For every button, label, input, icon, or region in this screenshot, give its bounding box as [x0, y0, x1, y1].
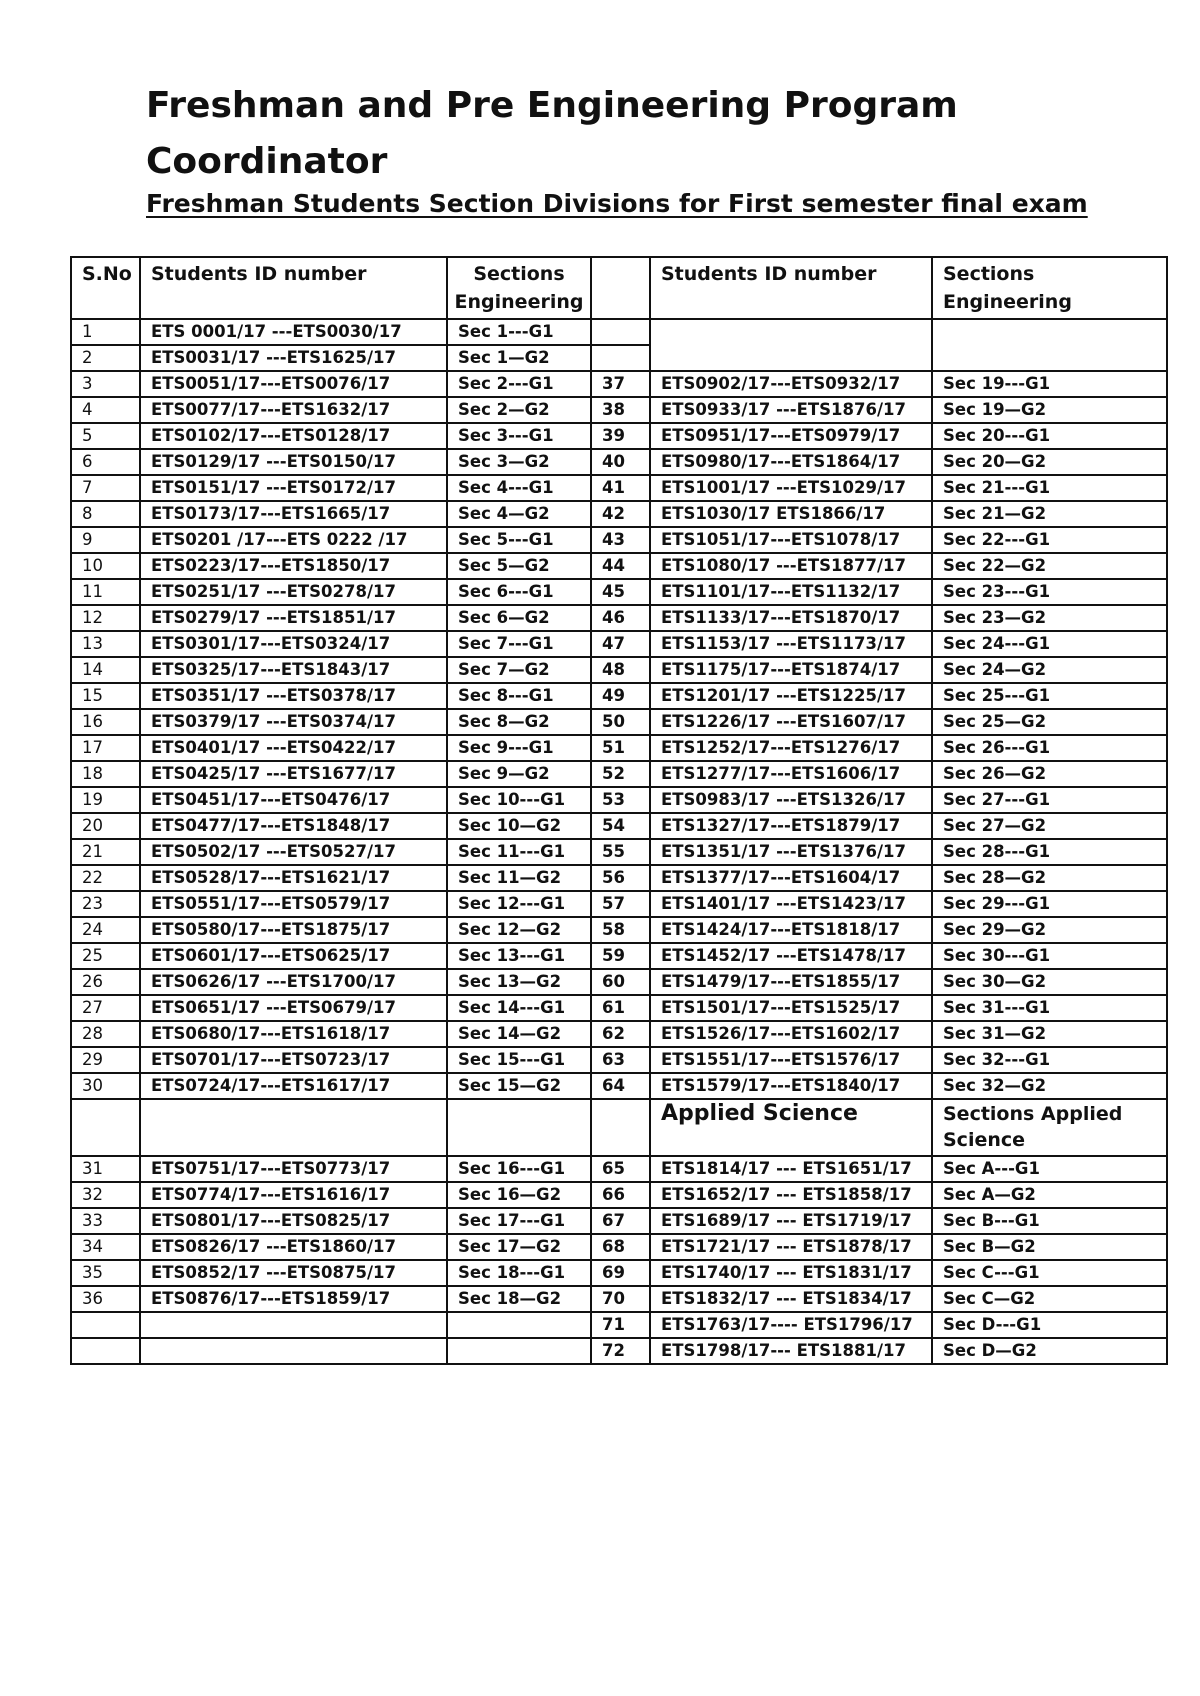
cell-sno-right: 42: [591, 501, 650, 527]
cell-sno: 22: [71, 865, 140, 891]
cell-sno: 16: [71, 709, 140, 735]
cell-id-right: ETS1526/17---ETS1602/17: [650, 1021, 932, 1047]
cell-id-right: ETS1424/17---ETS1818/17: [650, 917, 932, 943]
cell-section: Sec 3—G2: [447, 449, 591, 475]
header-sections-applied-science: Sections Applied Science: [932, 1099, 1167, 1156]
cell-id: ETS0852/17 ---ETS0875/17: [140, 1260, 447, 1286]
cell-id-right: ETS1832/17 --- ETS1834/17: [650, 1286, 932, 1312]
cell-id-right: ETS1351/17 ---ETS1376/17: [650, 839, 932, 865]
cell-section-right: Sec 20—G2: [932, 449, 1167, 475]
cell-empty: [140, 1099, 447, 1156]
cell-empty: [591, 1099, 650, 1156]
cell-sno: 20: [71, 813, 140, 839]
table-row: [71, 1312, 1167, 1338]
cell-section: Sec 1---G1: [447, 319, 591, 345]
page-title: Freshman and Pre Engineering Program Coordinator: [146, 85, 958, 182]
cell-id: ETS0251/17 ---ETS0278/17: [140, 579, 447, 605]
cell-section: Sec 8—G2: [447, 709, 591, 735]
cell-id-right: ETS1030/17 ETS1866/17: [650, 501, 932, 527]
cell-sno: 1: [71, 319, 140, 345]
cell-id-right: ETS1721/17 --- ETS1878/17: [650, 1234, 932, 1260]
cell-sno-right: 46: [591, 605, 650, 631]
cell-section-right: Sec 29—G2: [932, 917, 1167, 943]
cell-sno-right: 64: [591, 1073, 650, 1099]
cell-sno-right: 66: [591, 1182, 650, 1208]
cell-section: Sec 14—G2: [447, 1021, 591, 1047]
cell-id: ETS0325/17---ETS1843/17: [140, 657, 447, 683]
cell-section: Sec 18---G1: [447, 1260, 591, 1286]
cell-id: ETS0173/17---ETS1665/17: [140, 501, 447, 527]
table-row: [71, 1182, 1167, 1208]
cell-section-right: Sec 24—G2: [932, 657, 1167, 683]
cell-sno: 12: [71, 605, 140, 631]
cell-id-right: ETS1689/17 --- ETS1719/17: [650, 1208, 932, 1234]
cell-id: ETS0774/17---ETS1616/17: [140, 1182, 447, 1208]
cell-section: Sec 12---G1: [447, 891, 591, 917]
header-id-left: Students ID number: [140, 257, 447, 319]
cell-sno-right: 61: [591, 995, 650, 1021]
table-row: [71, 683, 1167, 709]
cell-section: Sec 18—G2: [447, 1286, 591, 1312]
cell-section-right: Sec 26---G1: [932, 735, 1167, 761]
cell-id: ETS0401/17 ---ETS0422/17: [140, 735, 447, 761]
cell-id-right: ETS1101/17---ETS1132/17: [650, 579, 932, 605]
table-row: [71, 657, 1167, 683]
cell-sno-right: 50: [591, 709, 650, 735]
cell-sno: 18: [71, 761, 140, 787]
cell-id: ETS0724/17---ETS1617/17: [140, 1073, 447, 1099]
cell-id-right: ETS1652/17 --- ETS1858/17: [650, 1182, 932, 1208]
cell-section: Sec 5---G1: [447, 527, 591, 553]
cell-sno-right: 60: [591, 969, 650, 995]
cell-id: ETS0477/17---ETS1848/17: [140, 813, 447, 839]
cell-sno: 28: [71, 1021, 140, 1047]
cell-sno-right: 54: [591, 813, 650, 839]
cell-id: ETS0279/17 ---ETS1851/17: [140, 605, 447, 631]
cell-section: Sec 1—G2: [447, 345, 591, 371]
table-row: [71, 1208, 1167, 1234]
table-body: [71, 257, 1167, 1364]
cell-section-right: Sec 25—G2: [932, 709, 1167, 735]
cell-id: [140, 1312, 447, 1338]
table-row: [71, 371, 1167, 397]
cell-id-right: ETS1401/17 ---ETS1423/17: [650, 891, 932, 917]
cell-section-right: Sec 31---G1: [932, 995, 1167, 1021]
cell-sno: 5: [71, 423, 140, 449]
cell-id: ETS0580/17---ETS1875/17: [140, 917, 447, 943]
cell-id: ETS0601/17---ETS0625/17: [140, 943, 447, 969]
cell-section-right: Sec 27—G2: [932, 813, 1167, 839]
cell-empty: [591, 319, 650, 345]
cell-id: ETS0651/17 ---ETS0679/17: [140, 995, 447, 1021]
table-row: [71, 787, 1167, 813]
cell-sno: 9: [71, 527, 140, 553]
cell-sno: 33: [71, 1208, 140, 1234]
cell-id: ETS0102/17---ETS0128/17: [140, 423, 447, 449]
cell-sno: [71, 1338, 140, 1364]
cell-sno: [71, 1312, 140, 1338]
cell-sno-right: 57: [591, 891, 650, 917]
cell-id: ETS0425/17 ---ETS1677/17: [140, 761, 447, 787]
table-row: [71, 943, 1167, 969]
cell-id: ETS0201 /17---ETS 0222 /17: [140, 527, 447, 553]
cell-id: ETS0051/17---ETS0076/17: [140, 371, 447, 397]
table-row: [71, 449, 1167, 475]
table-row: [71, 1156, 1167, 1182]
cell-sno-right: 65: [591, 1156, 650, 1182]
cell-empty: [591, 345, 650, 371]
cell-section: Sec 3---G1: [447, 423, 591, 449]
cell-id: ETS0876/17---ETS1859/17: [140, 1286, 447, 1312]
cell-id: ETS0680/17---ETS1618/17: [140, 1021, 447, 1047]
cell-sno-right: 56: [591, 865, 650, 891]
table-row: [71, 475, 1167, 501]
cell-id-right: ETS1763/17---- ETS1796/17: [650, 1312, 932, 1338]
cell-id: ETS0528/17---ETS1621/17: [140, 865, 447, 891]
cell-id-right: ETS1175/17---ETS1874/17: [650, 657, 932, 683]
cell-id: ETS0451/17---ETS0476/17: [140, 787, 447, 813]
cell-id: ETS0301/17---ETS0324/17: [140, 631, 447, 657]
cell-section: Sec 10—G2: [447, 813, 591, 839]
table-header-row: [71, 257, 1167, 319]
cell-sno: 2: [71, 345, 140, 371]
cell-sno-right: 45: [591, 579, 650, 605]
cell-id: ETS0626/17 ---ETS1700/17: [140, 969, 447, 995]
cell-sno: 14: [71, 657, 140, 683]
cell-sno-right: 70: [591, 1286, 650, 1312]
cell-empty: [447, 1099, 591, 1156]
cell-section: Sec 11—G2: [447, 865, 591, 891]
cell-sno-right: 38: [591, 397, 650, 423]
cell-section-right: Sec 30---G1: [932, 943, 1167, 969]
cell-section: Sec 13---G1: [447, 943, 591, 969]
cell-sno: 31: [71, 1156, 140, 1182]
cell-sno: 10: [71, 553, 140, 579]
cell-sno-right: 58: [591, 917, 650, 943]
table-row: [71, 397, 1167, 423]
cell-section-right: Sec 19—G2: [932, 397, 1167, 423]
cell-id: ETS0223/17---ETS1850/17: [140, 553, 447, 579]
cell-section: Sec 9---G1: [447, 735, 591, 761]
cell-sno: 26: [71, 969, 140, 995]
section-divisions-table: [70, 256, 1168, 1365]
table-row: [71, 1338, 1167, 1364]
table-row: [71, 1047, 1167, 1073]
cell-section: Sec 2—G2: [447, 397, 591, 423]
cell-section: Sec 16---G1: [447, 1156, 591, 1182]
cell-id: [140, 1338, 447, 1364]
cell-section-right: Sec D—G2: [932, 1338, 1167, 1364]
cell-section: Sec 6—G2: [447, 605, 591, 631]
cell-sno: 7: [71, 475, 140, 501]
cell-section-right: Sec 24---G1: [932, 631, 1167, 657]
cell-sno-right: 69: [591, 1260, 650, 1286]
cell-sno-right: 72: [591, 1338, 650, 1364]
cell-sno: 13: [71, 631, 140, 657]
cell-section: Sec 12—G2: [447, 917, 591, 943]
table-row: [71, 891, 1167, 917]
cell-id-right: ETS1501/17---ETS1525/17: [650, 995, 932, 1021]
cell-section: Sec 17---G1: [447, 1208, 591, 1234]
cell-sno-right: 47: [591, 631, 650, 657]
table-row: [71, 1286, 1167, 1312]
cell-sno: 4: [71, 397, 140, 423]
cell-id-right: ETS1327/17---ETS1879/17: [650, 813, 932, 839]
cell-sno: 17: [71, 735, 140, 761]
table-row: [71, 1234, 1167, 1260]
cell-sno: 34: [71, 1234, 140, 1260]
cell-sno-right: 41: [591, 475, 650, 501]
table-row: [71, 995, 1167, 1021]
cell-id-right: ETS1001/17 ---ETS1029/17: [650, 475, 932, 501]
cell-sno-right: 49: [591, 683, 650, 709]
cell-id-right: ETS1252/17---ETS1276/17: [650, 735, 932, 761]
cell-sno: 15: [71, 683, 140, 709]
cell-id: ETS0351/17 ---ETS0378/17: [140, 683, 447, 709]
cell-section: Sec 11---G1: [447, 839, 591, 865]
cell-id-right: ETS1080/17 ---ETS1877/17: [650, 553, 932, 579]
table-row: [71, 969, 1167, 995]
cell-id-right: ETS1452/17 ---ETS1478/17: [650, 943, 932, 969]
cell-section-right: Sec 27---G1: [932, 787, 1167, 813]
cell-section: Sec 7---G1: [447, 631, 591, 657]
header-sections-right: Sections Engineering: [932, 257, 1167, 319]
cell-section-right: Sec 20---G1: [932, 423, 1167, 449]
cell-sno-right: 43: [591, 527, 650, 553]
table-row: [71, 501, 1167, 527]
cell-id-right: ETS0980/17---ETS1864/17: [650, 449, 932, 475]
cell-sno: 25: [71, 943, 140, 969]
cell-section: Sec 6---G1: [447, 579, 591, 605]
table-row: [71, 839, 1167, 865]
cell-id-right: ETS1051/17---ETS1078/17: [650, 527, 932, 553]
cell-sno: 6: [71, 449, 140, 475]
cell-sno-right: 37: [591, 371, 650, 397]
table-row: [71, 423, 1167, 449]
cell-sno: 19: [71, 787, 140, 813]
cell-section: Sec 16—G2: [447, 1182, 591, 1208]
header-id-right: Students ID number: [650, 257, 932, 319]
cell-section: [447, 1312, 591, 1338]
cell-id-right: ETS1814/17 --- ETS1651/17: [650, 1156, 932, 1182]
cell-id-right: ETS1798/17--- ETS1881/17: [650, 1338, 932, 1364]
cell-section-right: Sec 21---G1: [932, 475, 1167, 501]
cell-id-right: ETS1153/17 ---ETS1173/17: [650, 631, 932, 657]
cell-section-right: Sec B---G1: [932, 1208, 1167, 1234]
table-row: [71, 735, 1167, 761]
cell-sno-right: 67: [591, 1208, 650, 1234]
cell-sno: 29: [71, 1047, 140, 1073]
cell-section: Sec 4—G2: [447, 501, 591, 527]
cell-section-right: Sec A—G2: [932, 1182, 1167, 1208]
cell-sno-right: 40: [591, 449, 650, 475]
cell-id: ETS0826/17 ---ETS1860/17: [140, 1234, 447, 1260]
cell-sno: 11: [71, 579, 140, 605]
table-row: [71, 917, 1167, 943]
cell-section-right: Sec 23—G2: [932, 605, 1167, 631]
cell-id-right: ETS1551/17---ETS1576/17: [650, 1047, 932, 1073]
table-row: [71, 527, 1167, 553]
cell-id-right: ETS0951/17---ETS0979/17: [650, 423, 932, 449]
cell-sno-right: 52: [591, 761, 650, 787]
header-sno-right: [591, 257, 650, 319]
cell-id: ETS0129/17 ---ETS0150/17: [140, 449, 447, 475]
cell-id: ETS0751/17---ETS0773/17: [140, 1156, 447, 1182]
cell-sno-right: 62: [591, 1021, 650, 1047]
cell-section: Sec 13—G2: [447, 969, 591, 995]
cell-id-right: ETS1479/17---ETS1855/17: [650, 969, 932, 995]
cell-sno: 3: [71, 371, 140, 397]
cell-section: Sec 4---G1: [447, 475, 591, 501]
cell-section-right: Sec 32—G2: [932, 1073, 1167, 1099]
table-row: [71, 709, 1167, 735]
cell-sno-right: 71: [591, 1312, 650, 1338]
cell-id: ETS0551/17---ETS0579/17: [140, 891, 447, 917]
cell-id: ETS0151/17 ---ETS0172/17: [140, 475, 447, 501]
cell-section-right: Sec 28---G1: [932, 839, 1167, 865]
cell-section-right: Sec C—G2: [932, 1286, 1167, 1312]
cell-section: Sec 8---G1: [447, 683, 591, 709]
table-row: [71, 813, 1167, 839]
header-applied-science: Applied Science: [650, 1099, 932, 1156]
cell-sno: 27: [71, 995, 140, 1021]
cell-sno-right: 63: [591, 1047, 650, 1073]
header-sections-left: Sections Engineering: [447, 257, 591, 319]
cell-id: ETS0801/17---ETS0825/17: [140, 1208, 447, 1234]
cell-id-right: ETS1740/17 --- ETS1831/17: [650, 1260, 932, 1286]
cell-id: ETS0077/17---ETS1632/17: [140, 397, 447, 423]
cell-id-right: ETS0933/17 ---ETS1876/17: [650, 397, 932, 423]
cell-sno: 36: [71, 1286, 140, 1312]
cell-sno: 21: [71, 839, 140, 865]
cell-section: Sec 2---G1: [447, 371, 591, 397]
cell-sno-right: 44: [591, 553, 650, 579]
table-row: [71, 1260, 1167, 1286]
cell-id: ETS0379/17 ---ETS0374/17: [140, 709, 447, 735]
cell-section: Sec 17—G2: [447, 1234, 591, 1260]
cell-section: Sec 5—G2: [447, 553, 591, 579]
cell-sno-right: 48: [591, 657, 650, 683]
cell-section-right: Sec 26—G2: [932, 761, 1167, 787]
cell-section-right: Sec 32---G1: [932, 1047, 1167, 1073]
cell-id: ETS0031/17 ---ETS1625/17: [140, 345, 447, 371]
page-subtitle: Freshman Students Section Divisions for First semester final exam: [146, 189, 1088, 218]
cell-section-right: Sec 31—G2: [932, 1021, 1167, 1047]
applied-science-header-row: [71, 1099, 1167, 1156]
cell-sno-right: 55: [591, 839, 650, 865]
table-row: [71, 319, 1167, 345]
cell-id-right: ETS1201/17 ---ETS1225/17: [650, 683, 932, 709]
cell-section-right: Sec C---G1: [932, 1260, 1167, 1286]
cell-id: ETS0502/17 ---ETS0527/17: [140, 839, 447, 865]
table-row: [71, 865, 1167, 891]
table-row: [71, 631, 1167, 657]
cell-id-right: ETS0902/17---ETS0932/17: [650, 371, 932, 397]
cell-sno-right: 39: [591, 423, 650, 449]
table-row: [71, 605, 1167, 631]
cell-section: Sec 15---G1: [447, 1047, 591, 1073]
cell-empty-merged: [932, 319, 1167, 371]
cell-sno: 35: [71, 1260, 140, 1286]
cell-empty: [71, 1099, 140, 1156]
cell-sno-right: 53: [591, 787, 650, 813]
cell-sno-right: 68: [591, 1234, 650, 1260]
cell-section-right: Sec 19---G1: [932, 371, 1167, 397]
header-sno: S.No: [71, 257, 140, 319]
cell-section: Sec 15—G2: [447, 1073, 591, 1099]
cell-id: ETS0701/17---ETS0723/17: [140, 1047, 447, 1073]
cell-section-right: Sec 22---G1: [932, 527, 1167, 553]
cell-id-right: ETS1133/17---ETS1870/17: [650, 605, 932, 631]
cell-sno-right: 59: [591, 943, 650, 969]
cell-section-right: Sec A---G1: [932, 1156, 1167, 1182]
cell-id-right: ETS1226/17 ---ETS1607/17: [650, 709, 932, 735]
cell-section: [447, 1338, 591, 1364]
table-row: [71, 1021, 1167, 1047]
cell-sno-right: 51: [591, 735, 650, 761]
cell-section-right: Sec 22—G2: [932, 553, 1167, 579]
cell-section: Sec 10---G1: [447, 787, 591, 813]
table-row: [71, 579, 1167, 605]
cell-sno: 30: [71, 1073, 140, 1099]
cell-section-right: Sec 25---G1: [932, 683, 1167, 709]
cell-section-right: Sec D---G1: [932, 1312, 1167, 1338]
cell-section: Sec 14---G1: [447, 995, 591, 1021]
cell-section-right: Sec 29---G1: [932, 891, 1167, 917]
table-row: [71, 553, 1167, 579]
cell-id: ETS 0001/17 ---ETS0030/17: [140, 319, 447, 345]
cell-section-right: Sec 28—G2: [932, 865, 1167, 891]
cell-section: Sec 9—G2: [447, 761, 591, 787]
cell-sno: 32: [71, 1182, 140, 1208]
cell-empty-merged: [650, 319, 932, 371]
cell-id-right: ETS1277/17---ETS1606/17: [650, 761, 932, 787]
cell-id-right: ETS0983/17 ---ETS1326/17: [650, 787, 932, 813]
cell-section-right: Sec B—G2: [932, 1234, 1167, 1260]
cell-section-right: Sec 30—G2: [932, 969, 1167, 995]
cell-id-right: ETS1579/17---ETS1840/17: [650, 1073, 932, 1099]
table-row: [71, 761, 1167, 787]
table-row: [71, 1073, 1167, 1099]
cell-sno: 24: [71, 917, 140, 943]
cell-sno: 23: [71, 891, 140, 917]
cell-id-right: ETS1377/17---ETS1604/17: [650, 865, 932, 891]
cell-section: Sec 7—G2: [447, 657, 591, 683]
cell-sno: 8: [71, 501, 140, 527]
cell-section-right: Sec 21—G2: [932, 501, 1167, 527]
cell-section-right: Sec 23---G1: [932, 579, 1167, 605]
